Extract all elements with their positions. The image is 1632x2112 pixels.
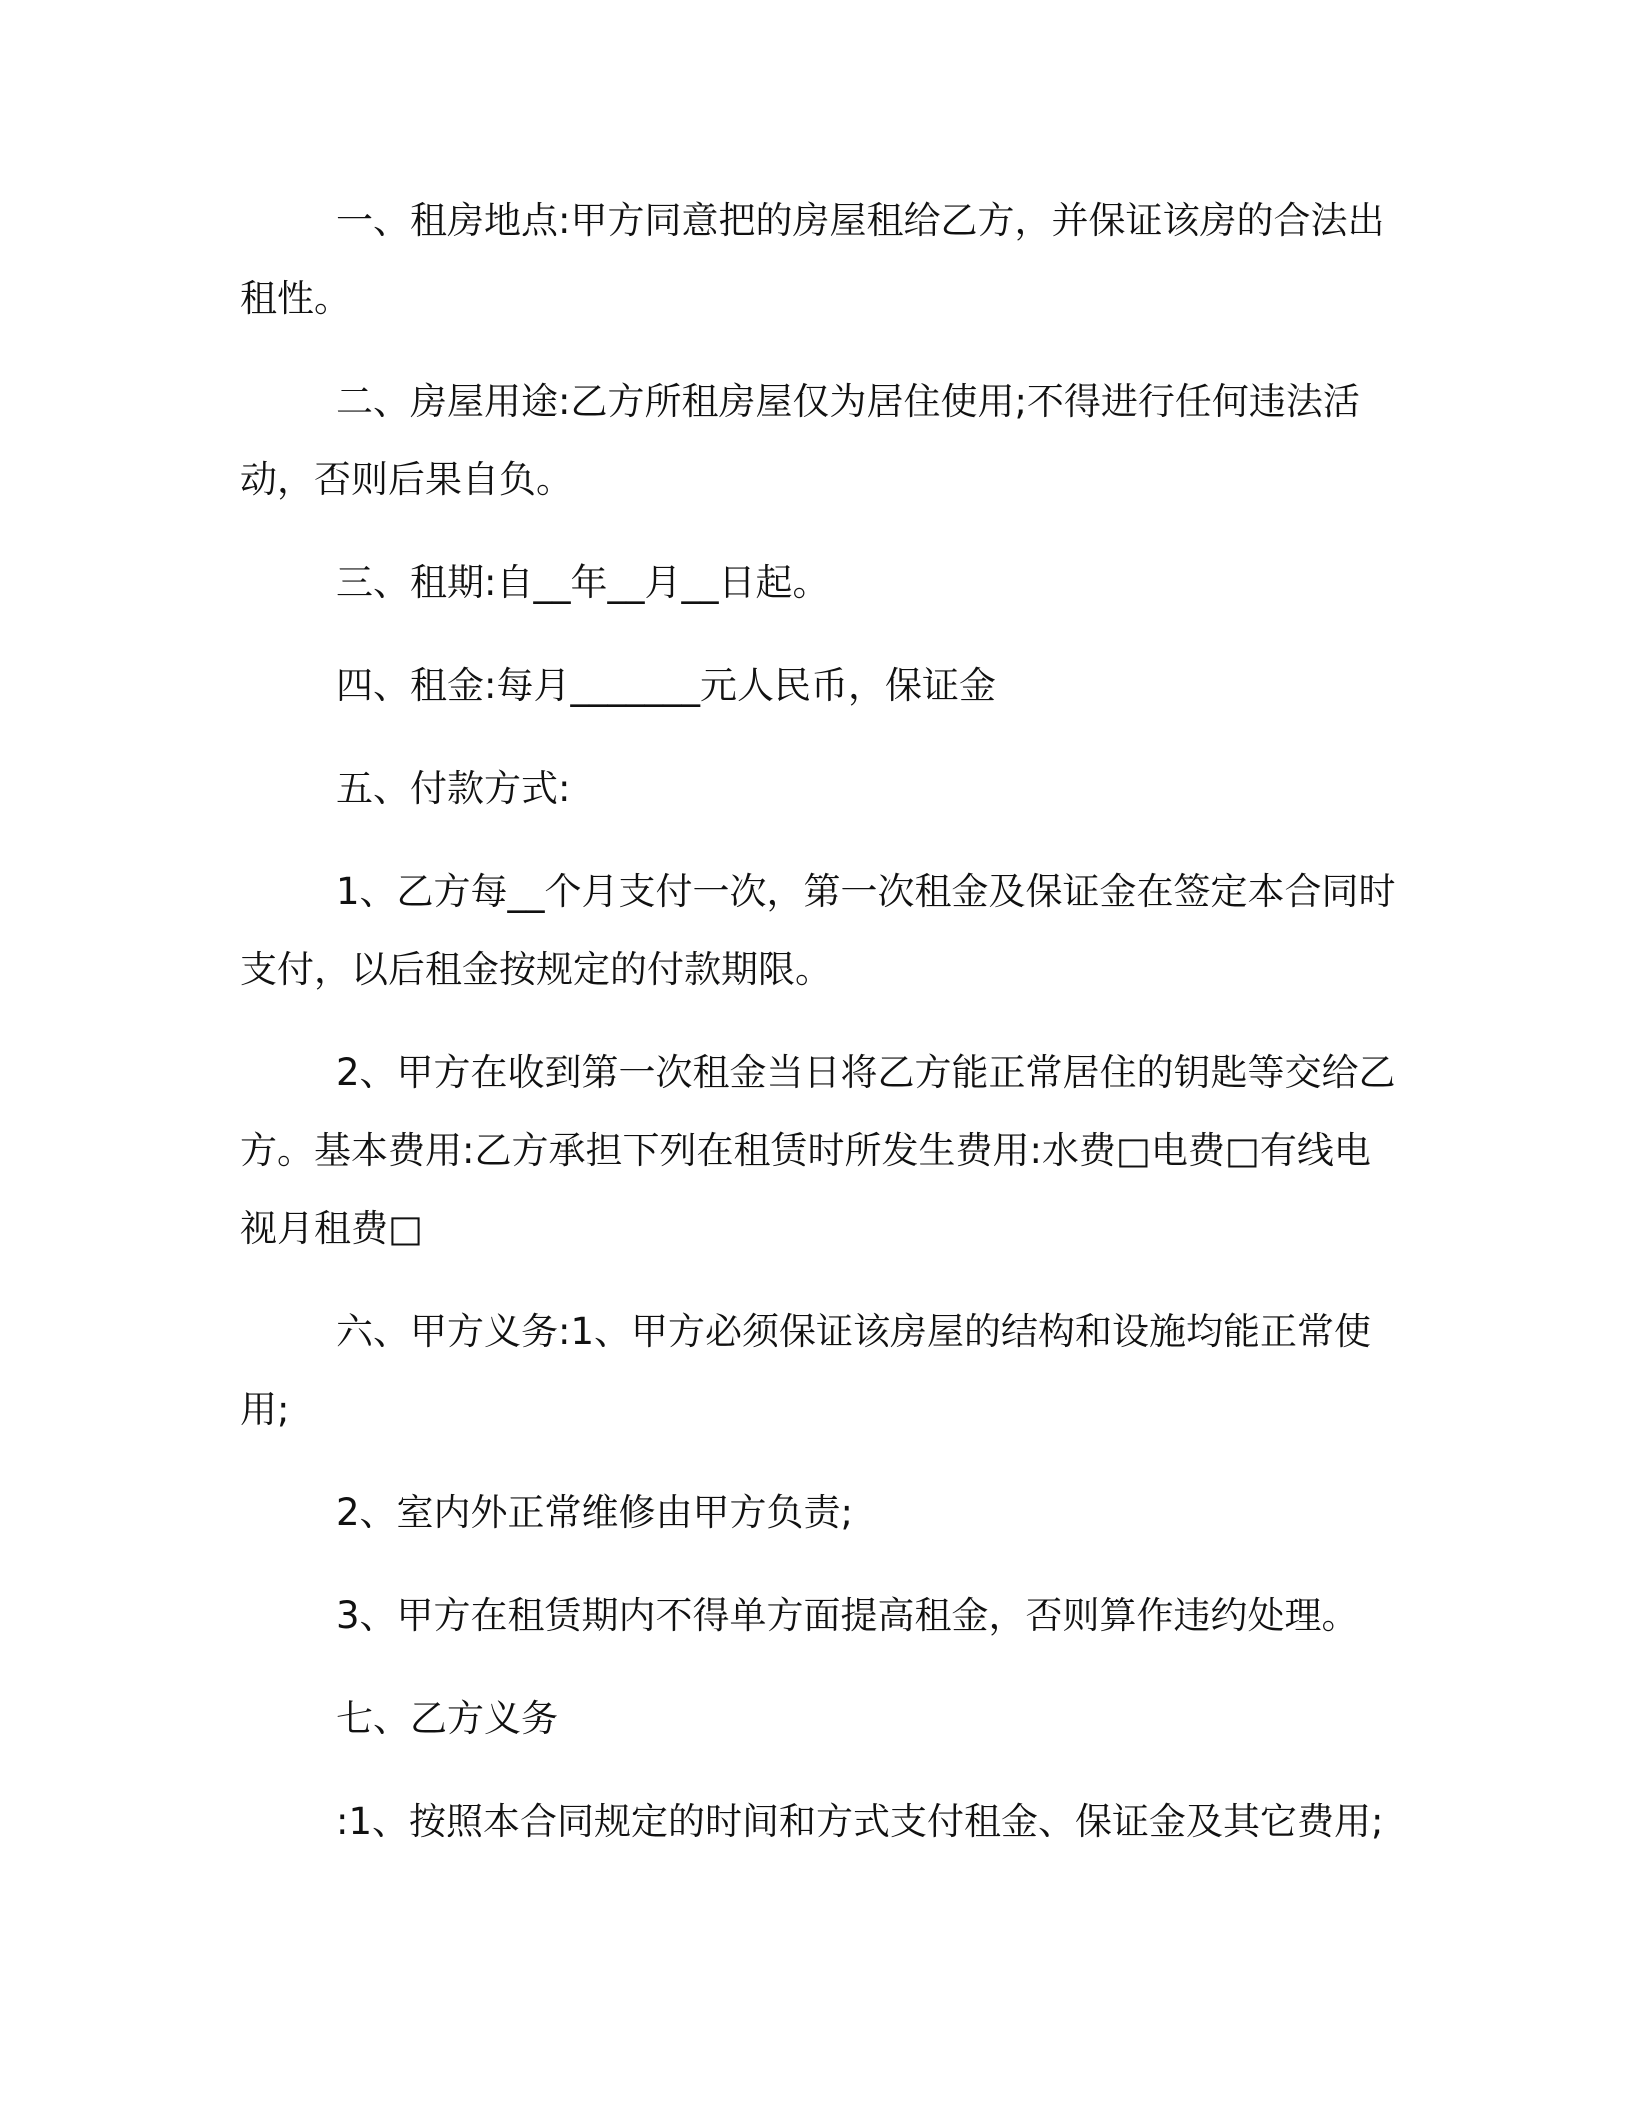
clause-5-payment: 五、付款方式: [336, 767, 571, 810]
clause-5-item-2: 2、甲方在收到第一次租金当日将乙方能正常居住的钥匙等交给乙方。基本费用:乙方承担下列在租赁时所发生费用:水费□电费□有线电视月租费□ [240, 1051, 1396, 1250]
clause-3-term: 三、租期:自__年__月__日起。 [336, 561, 830, 604]
clause-6-landlord-duties: 六、甲方义务:1、甲方必须保证该房屋的结构和设施均能正常使用; [240, 1310, 1372, 1431]
clause-5-item-1: 1、乙方每__个月支付一次，第一次租金及保证金在签定本合同时支付，以后租金按规定的付款期限。 [240, 870, 1396, 991]
clause-2-usage: 二、房屋用途:乙方所租房屋仅为居住使用;不得进行任何违法活动，否则后果自负。 [240, 380, 1360, 501]
clause-1-location: 一、租房地点:甲方同意把的房屋租给乙方，并保证该房的合法出租性。 [240, 199, 1385, 320]
document-body [240, 182, 1400, 1886]
clause-7-tenant-duties: 七、乙方义务 [336, 1697, 558, 1740]
clause-4-rent: 四、租金:每月_______元人民币，保证金 [336, 664, 996, 707]
clause-6-item-3: 3、甲方在租赁期内不得单方面提高租金，否则算作违约处理。 [336, 1594, 1359, 1637]
clause-7-item-1: :1、按照本合同规定的时间和方式支付租金、保证金及其它费用; [336, 1800, 1384, 1843]
clause-6-item-2: 2、室内外正常维修由甲方负责; [336, 1491, 854, 1534]
